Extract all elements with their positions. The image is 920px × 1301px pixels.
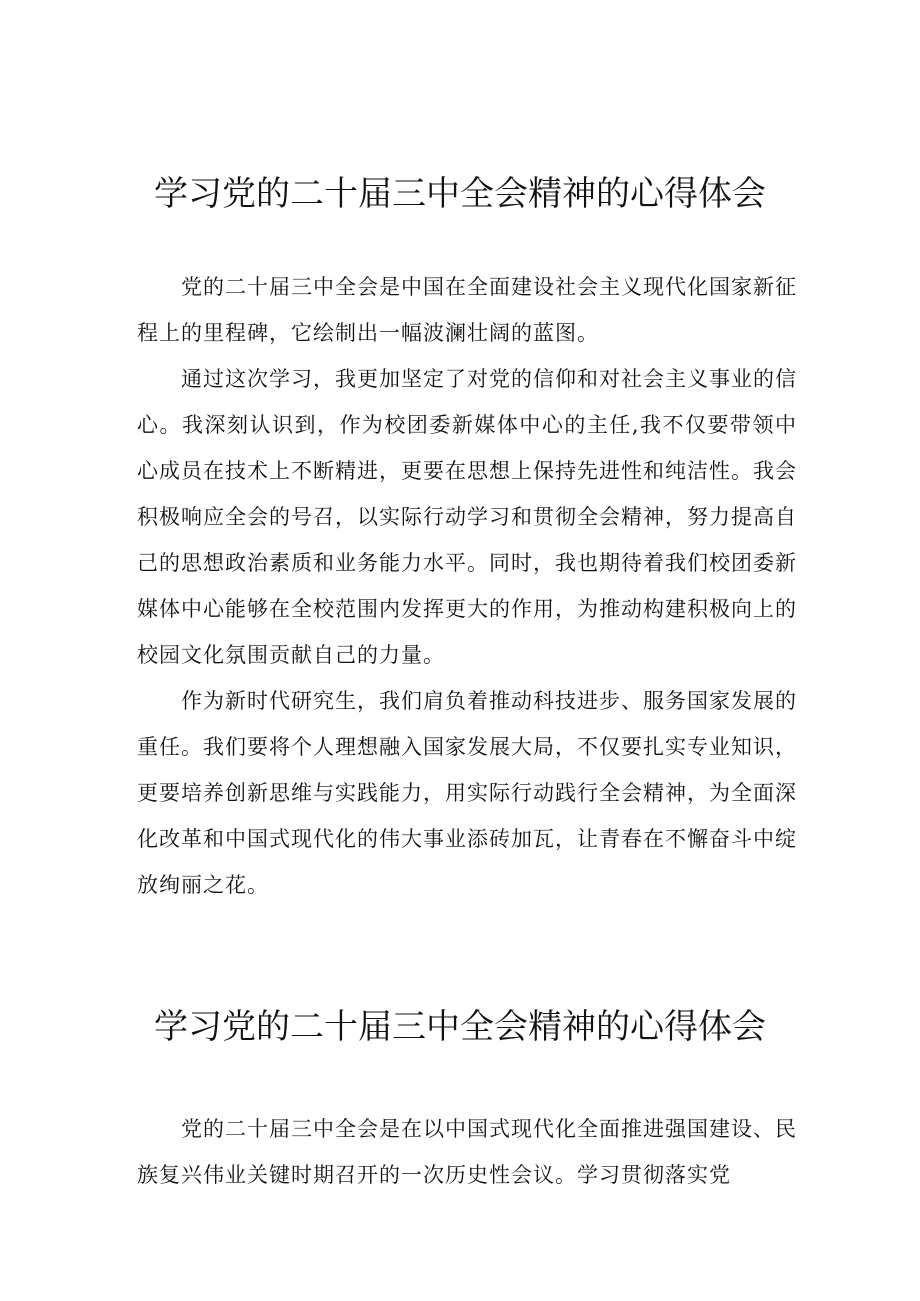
article-body — [137, 264, 797, 908]
article-body — [137, 1106, 797, 1198]
body-paragraph: 党的二十届三中全会是中国在全面建设社会主义现代化国家新征程上的里程碑，它绘制出一幅波澜壮阔的蓝图。 — [137, 275, 797, 345]
body-paragraph: 通过这次学习，我更加坚定了对党的信仰和对社会主义事业的信心。我深刻认识到，作为校团委新媒体中心的主任,我不仅要带领中心成员在技术上不断精进，更要在思想上保持先进性和纯洁性。我会积极响应全会的号召，以实际行动学习和贯彻全会精神，努力提高自己的思想政治素质和业务能力水平。同时，我也期待着我们校团委新媒体中心能够在全校范围内发挥更大的作用，为推动构建积极向上的校园文化氛围贡献自己的力量。 — [137, 367, 797, 667]
body-paragraph: 党的二十届三中全会是在以中国式现代化全面推进强国建设、民族复兴伟业关键时期召开的一次历史性会议。学习贯彻落实党 — [137, 1117, 797, 1187]
body-paragraph: 作为新时代研究生，我们肩负着推动科技进步、服务国家发展的重任。我们要将个人理想融入国家发展大局，不仅要扎实专业知识，更要培养创新思维与实践能力，用实际行动践行全会精神，为全面深化改革和中国式现代化的伟大事业添砖加瓦，让青春在不懈奋斗中绽放绚丽之花。 — [137, 689, 797, 897]
article-title: 学习党的二十届三中全会精神的心得体会 — [154, 174, 766, 214]
article-title: 学习党的二十届三中全会精神的心得体会 — [154, 1007, 766, 1047]
